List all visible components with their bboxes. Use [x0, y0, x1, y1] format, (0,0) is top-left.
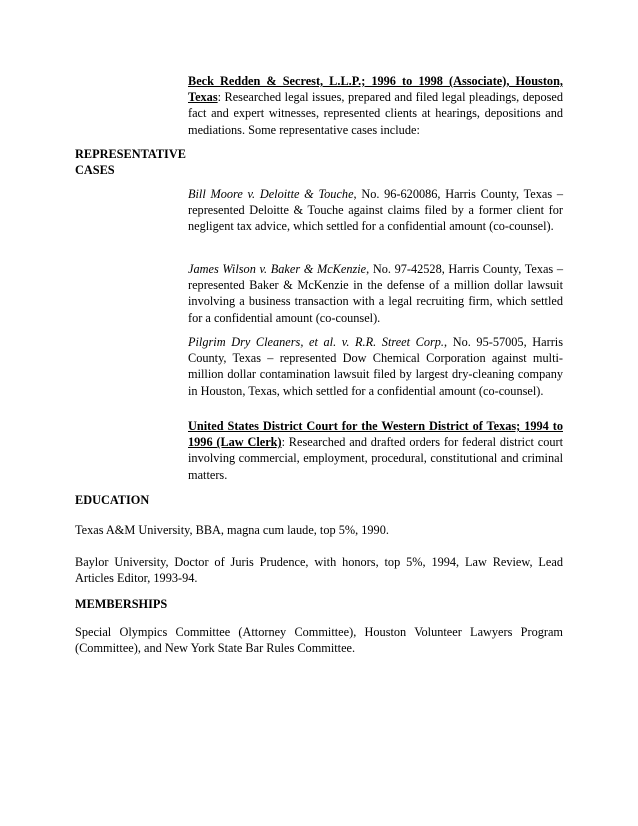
case-item: [188, 186, 563, 235]
education-heading: EDUCATION: [75, 493, 150, 507]
beck-firm: Beck Redden & Secrest, L.L.P.; 1996 to 1998 (Associate), Houston,: [188, 74, 563, 88]
case-description: , No. 97-42528, Harris County, Texas – represented Baker & McKenzie in the defense of a million dollar lawsuit involving a business transaction with a legal recruiting firm, which settled for a confidential amount (co-counsel).: [188, 262, 563, 325]
case-item: [188, 334, 563, 399]
district-court-description: : Researched and drafted orders for federal district court involving commercial, employment, procedural, constitutional and criminal matters.: [188, 435, 564, 482]
beck-description: : Researched legal issues, prepared and filed legal pleadings, deposed fact and expert witnesses, represented clients at hearings, depositions and mediations. Some representative cases include:: [188, 90, 563, 137]
memberships-heading: MEMBERSHIPS: [75, 597, 168, 611]
case-description: , No. 95-57005, Harris County, Texas – represented Dow Chemical Corporation against multi-million dollar contamination lawsuit filed by largest dry-cleaning company in Houston, Texas, which settled for a confidential amount (co-counsel).: [188, 335, 563, 398]
case-title: James Wilson v. Baker & McKenzie: [188, 262, 367, 276]
case-title: Pilgrim Dry Cleaners, et al. v. R.R. Street Corp.: [188, 335, 445, 349]
representative-cases-heading: REPRESENTATIVE CASES: [75, 147, 186, 177]
beck-redden-entry: [188, 73, 563, 138]
education-item: Texas A&M University, BBA, magna cum laude, top 5%, 1990.: [75, 523, 389, 537]
case-item: [188, 261, 563, 326]
district-court-entry: [188, 418, 563, 483]
memberships-text: Special Olympics Committee (Attorney Committee), Houston Volunteer Lawyers Program (Committee), and New York State Bar Rules Committee.: [75, 625, 563, 656]
case-title: Bill Moore v. Deloitte & Touche: [188, 187, 354, 201]
education-item: Baylor University, Doctor of Juris Prudence, with honors, top 5%, 1994, Law Review, Lead Articles Editor, 1993-94.: [75, 555, 563, 586]
district-court-title: United States District Court for the Western District of Texas; 1994 to 1996 (Law Clerk): [188, 419, 563, 450]
beck-location: Texas: [188, 90, 218, 105]
case-description: , No. 96-620086, Harris County, Texas – represented Deloitte & Touche against claims filed by a former client for negligent tax advice, which settled for a confidential amount (co-counsel).: [188, 187, 563, 234]
